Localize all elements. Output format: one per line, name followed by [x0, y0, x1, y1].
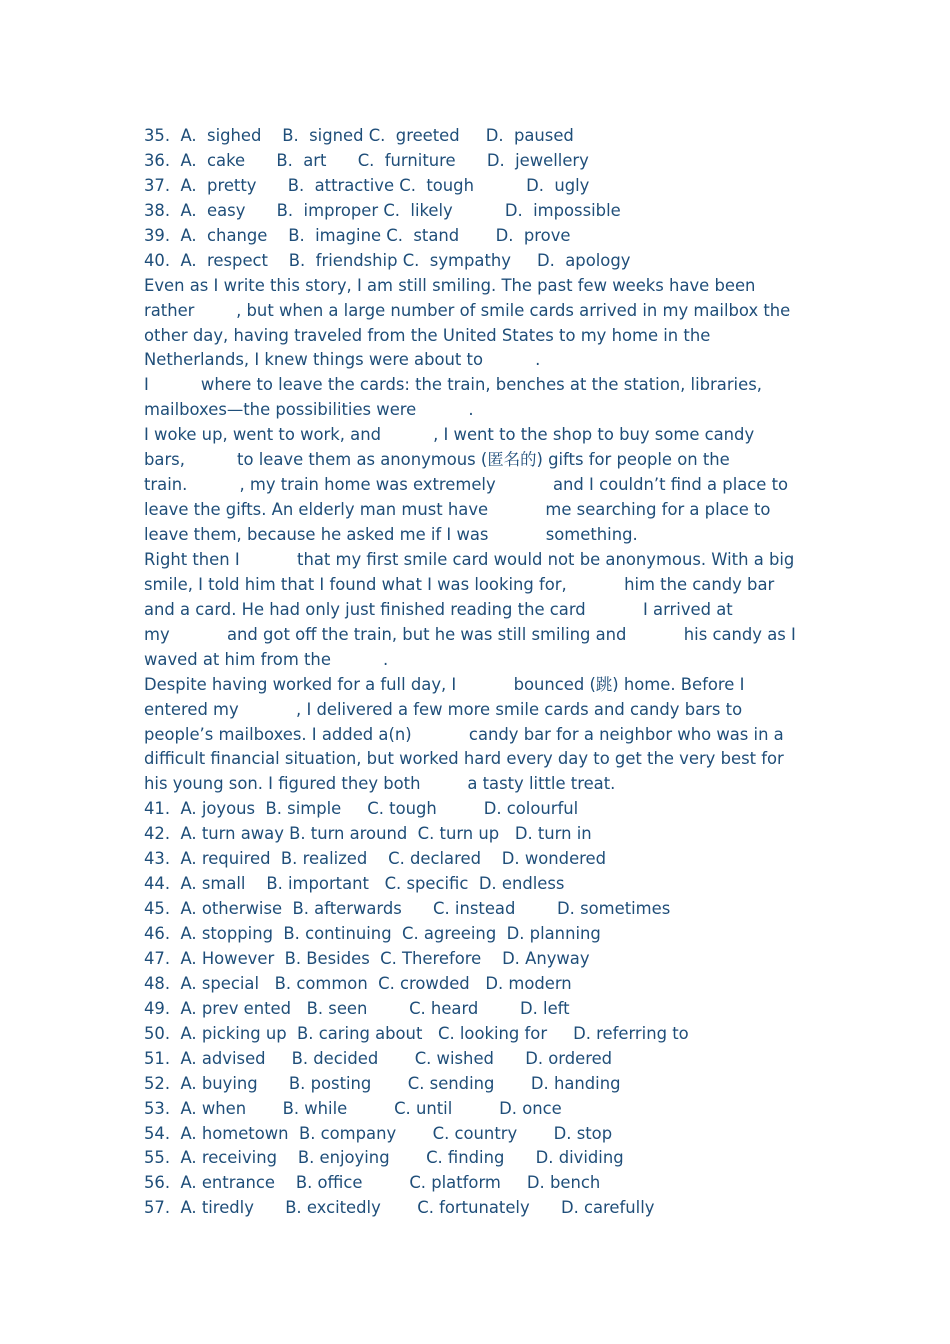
passage-line: bars, to leave them as anonymous (匿名的) gifts for people on the [144, 450, 730, 470]
passage-line: Netherlands, I knew things were about to . [144, 350, 541, 370]
question-line: 35. A. sighed B. signed C. greeted D. paused [144, 126, 574, 145]
question-line: 52. A. buying B. posting C. sending D. handing [144, 1073, 621, 1093]
passage [144, 274, 824, 798]
question-line: 44. A. small B. important C. specific D. endless [144, 874, 565, 894]
question-line: 54. A. hometown B. company C. country D. stop [144, 1123, 613, 1143]
passage-line: leave the gifts. An elderly man must have me searching for a place to [144, 500, 771, 520]
question-line: 46. A. stopping B. continuing C. agreeing D. planning [144, 924, 601, 943]
question-line: 57. A. tiredly B. excitedly C. fortunately D. carefully [144, 1198, 655, 1218]
passage-line: mailboxes—the possibilities were . [144, 400, 474, 420]
passage-line: his young son. I figured they both a tasty little treat. [144, 774, 616, 794]
passage-line: people’s mailboxes. I added a(n) candy bar for a neighbor who was in a [144, 724, 784, 744]
question-line: 53. A. when B. while C. until D. once [144, 1098, 562, 1118]
question-line: 36. A. cake B. art C. furniture D. jewellery [144, 150, 589, 170]
passage-line: Despite having worked for a full day, I bounced (跳) home. Before I [144, 674, 745, 694]
question-line: 49. A. prev ented B. seen C. heard D. left [144, 998, 570, 1018]
question-line: 40. A. respect B. friendship C. sympathy D. apology [144, 250, 631, 270]
passage-line: and a card. He had only just finished reading the card I arrived at [144, 599, 733, 619]
document-page [144, 124, 824, 1221]
question-line: 42. A. turn away B. turn around C. turn up D. turn in [144, 824, 592, 844]
question-line: 47. A. However B. Besides C. Therefore D. Anyway [144, 948, 590, 968]
question-line: 56. A. entrance B. office C. platform D. bench [144, 1173, 601, 1193]
passage-line: smile, I told him that I found what I was looking for, him the candy bar [144, 574, 775, 594]
question-line: 39. A. change B. imagine C. stand D. prove [144, 225, 571, 245]
question-line: 55. A. receiving B. enjoying C. finding D. dividing [144, 1148, 624, 1168]
question-line: 38. A. easy B. improper C. likely D. impossible [144, 200, 621, 220]
passage-line: leave them, because he asked me if I was something. [144, 525, 638, 544]
passage-line: rather , but when a large number of smile cards arrived in my mailbox the [144, 300, 791, 320]
passage-line: I where to leave the cards: the train, benches at the station, libraries, [144, 375, 762, 395]
passage-line: difficult financial situation, but worked hard every day to get the very best for [144, 749, 784, 769]
passage-line: I woke up, went to work, and , I went to the shop to buy some candy [144, 425, 755, 445]
passage-line: other day, having traveled from the United States to my home in the [144, 325, 711, 345]
passage-line: Right then I that my first smile card would not be anonymous. With a big [144, 549, 795, 569]
question-line: 48. A. special B. common C. crowded D. modern [144, 973, 572, 993]
question-line: 41. A. joyous B. simple C. tough D. colourful [144, 799, 579, 819]
questions-41-57 [144, 797, 824, 1221]
question-line: 51. A. advised B. decided C. wished D. ordered [144, 1048, 613, 1068]
question-line: 43. A. required B. realized C. declared D. wondered [144, 849, 607, 869]
question-line: 37. A. pretty B. attractive C. tough D. ugly [144, 175, 590, 195]
passage-line: Even as I write this story, I am still smiling. The past few weeks have been [144, 275, 756, 295]
passage-line: my and got off the train, but he was still smiling and his candy as I [144, 624, 796, 644]
questions-35-40 [144, 124, 824, 274]
passage-line: train. , my train home was extremely and I couldn’t find a place to [144, 475, 789, 495]
question-line: 45. A. otherwise B. afterwards C. instead D. sometimes [144, 899, 671, 919]
passage-line: waved at him from the . [144, 649, 389, 669]
passage-line: entered my , I delivered a few more smile cards and candy bars to [144, 699, 743, 719]
question-line: 50. A. picking up B. caring about C. looking for D. referring to [144, 1023, 689, 1043]
